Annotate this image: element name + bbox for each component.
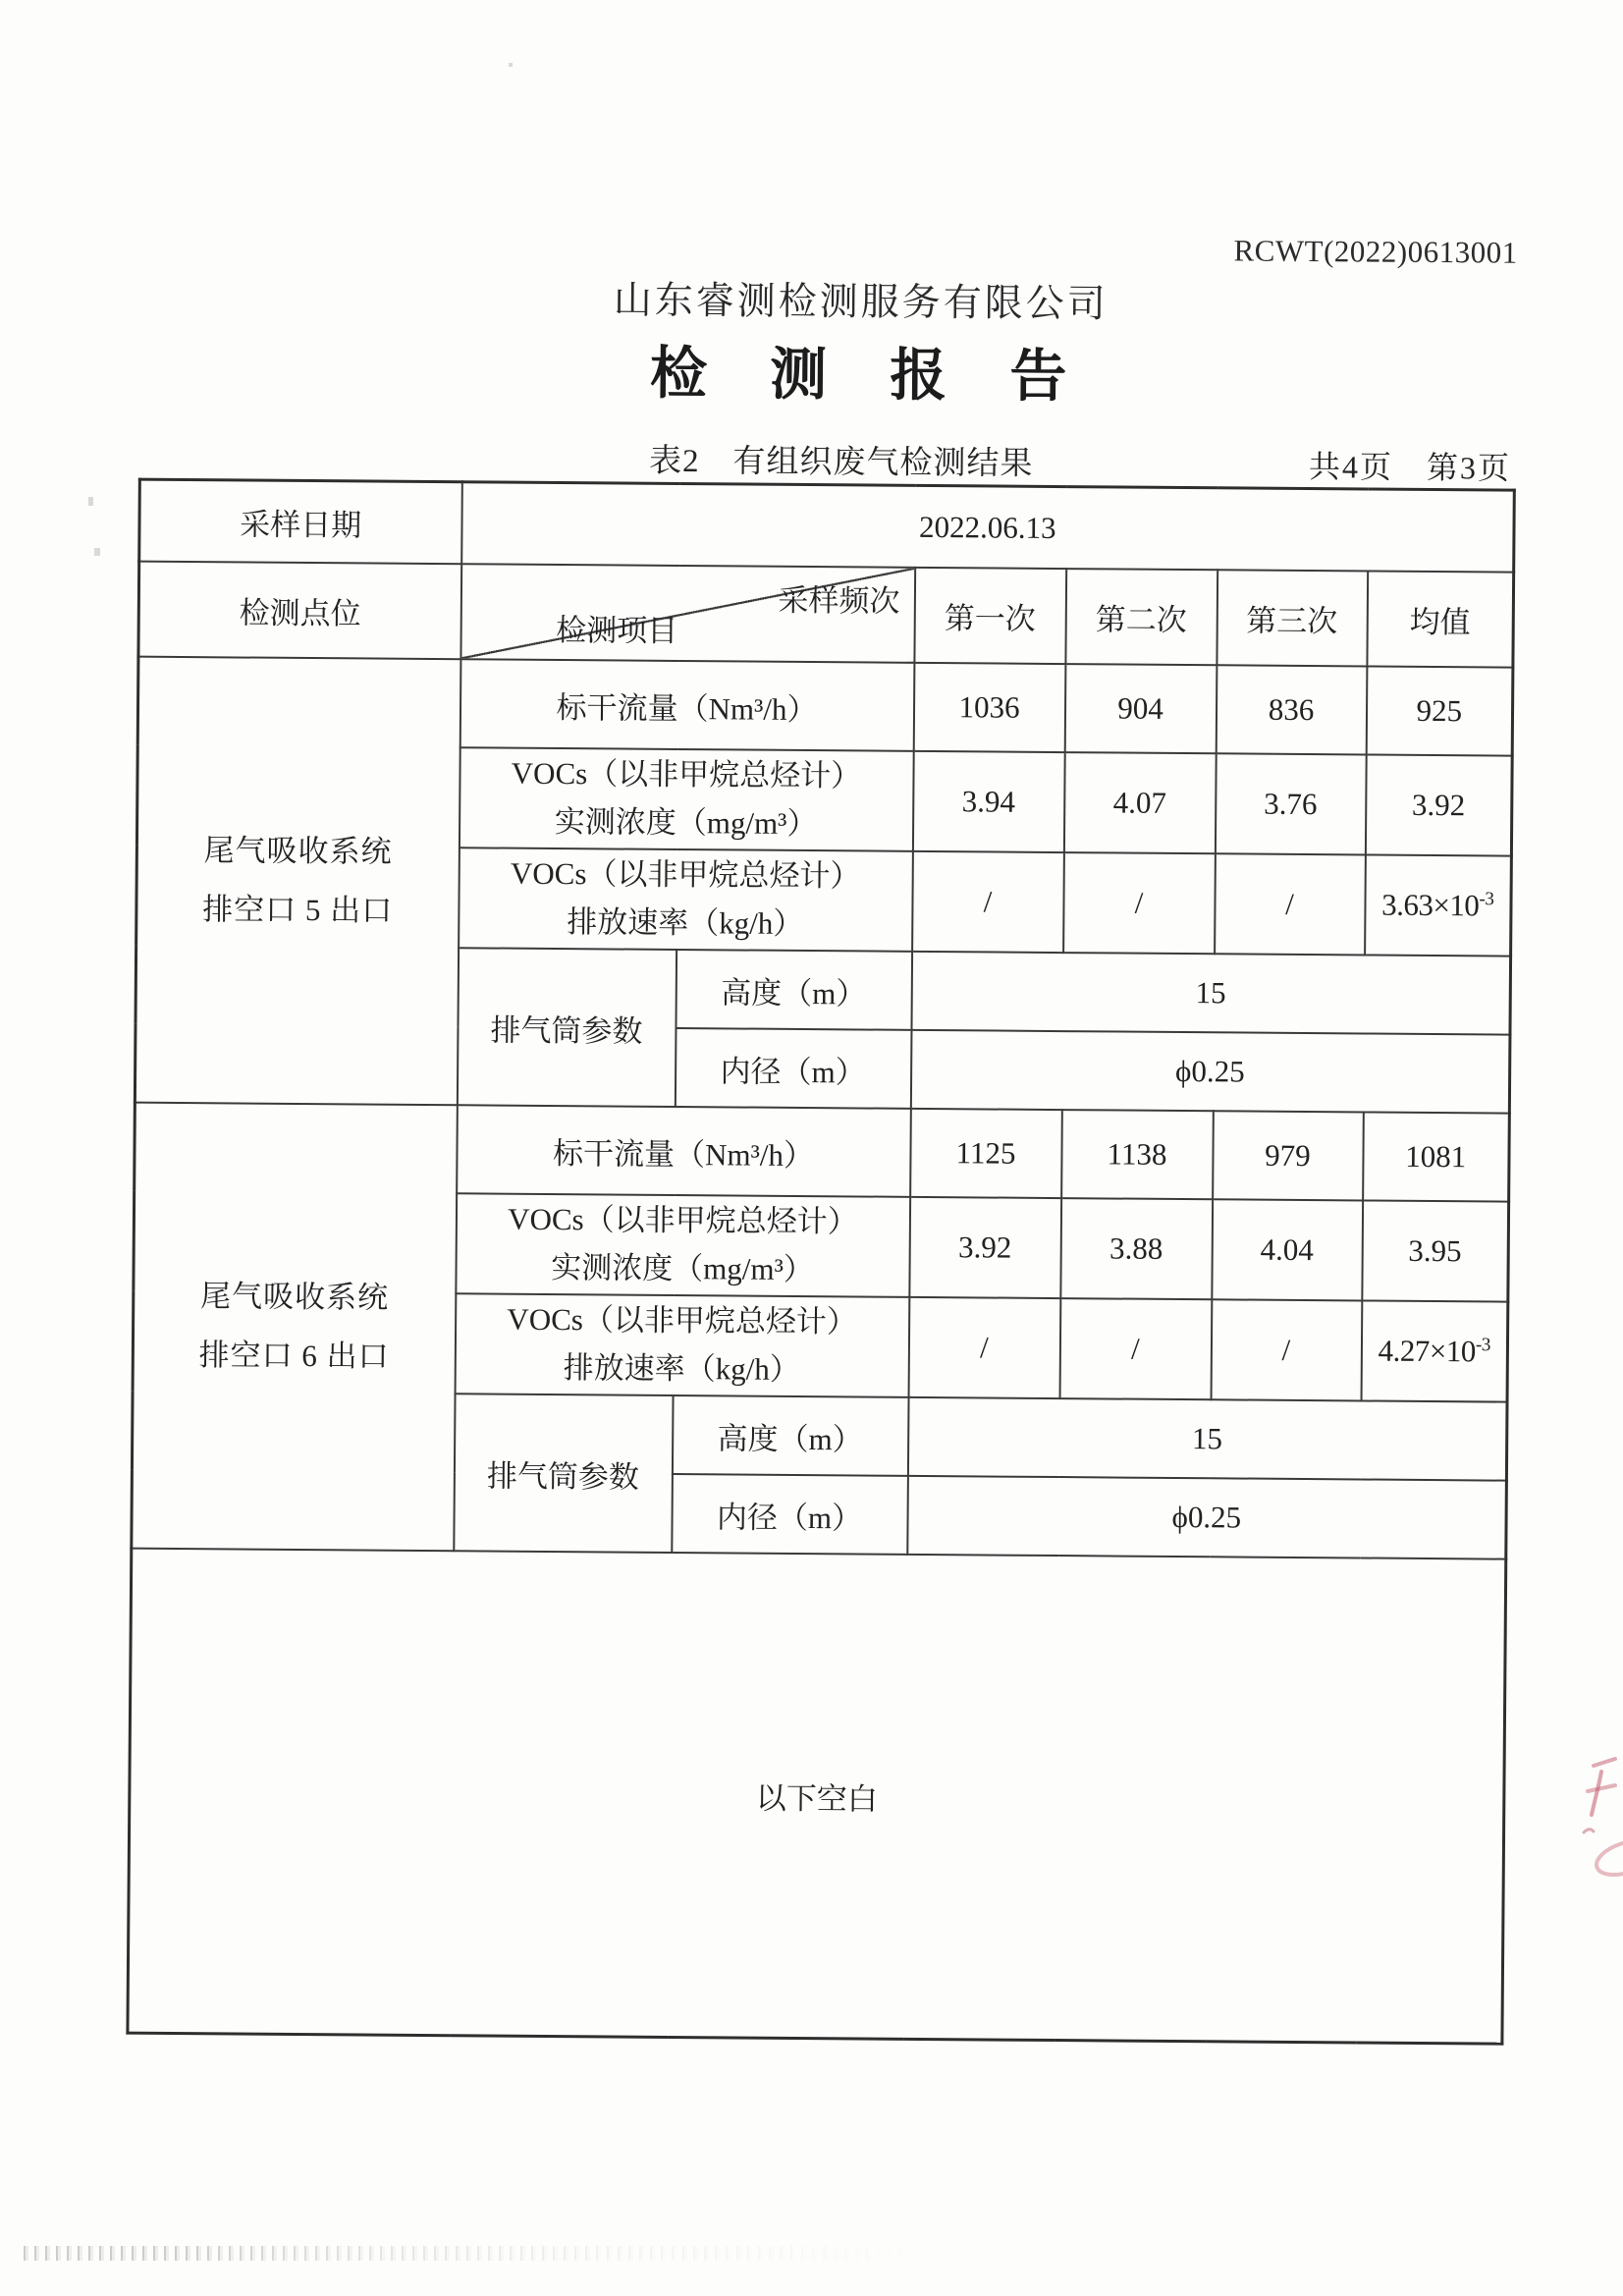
table-header-row (138, 562, 1514, 668)
flow-value: 1138 (1061, 1110, 1214, 1199)
table-row (135, 1103, 1510, 1202)
rate-row-label: VOCs（以非甲烷总烃计） 排放速率（kg/h） (455, 1293, 909, 1397)
sampling-date-row (139, 479, 1515, 572)
stack-params-label: 排气筒参数 (454, 1394, 673, 1553)
pencil-mark (88, 497, 93, 506)
report-title: 检 测 报 告 (649, 341, 1091, 410)
concentration-value: 3.92 (909, 1197, 1061, 1298)
stack-diameter-label: 内径（m） (672, 1474, 908, 1555)
company-name: 山东睿测检测服务有限公司 (613, 279, 1109, 326)
stamp-mark (1554, 1756, 1623, 1884)
concentration-value: 3.95 (1362, 1200, 1509, 1301)
stack-height-label: 高度（m） (676, 950, 912, 1030)
results-table (126, 478, 1515, 2046)
pencil-mark (509, 63, 513, 67)
blank-note-cell: 以下空白 (128, 1549, 1506, 2044)
flow-value: 1125 (910, 1109, 1062, 1198)
stack-diameter-label: 内径（m） (675, 1028, 911, 1109)
table-caption: 表2 有组织废气检测结果 (648, 443, 1034, 482)
point-name-line: 尾气吸收系统 (203, 832, 393, 869)
concentration-value: 3.92 (1365, 754, 1512, 855)
concentration-value: 4.07 (1063, 752, 1216, 853)
page-indicator: 共4页 第3页 (1308, 449, 1512, 486)
sampling-frequency-label: 采样频次 (778, 582, 900, 619)
flow-value: 904 (1064, 664, 1217, 753)
stack-height-value: 15 (907, 1397, 1507, 1481)
flow-value: 836 (1216, 665, 1367, 754)
stack-height-value: 15 (911, 952, 1511, 1035)
stack-diameter-value: ϕ0.25 (907, 1476, 1507, 1559)
document-number: RCWT(2022)0613001 (1233, 233, 1518, 270)
monitoring-point-header: 检测点位 (138, 562, 461, 660)
rate-value: / (908, 1297, 1060, 1398)
average-header: 均值 (1367, 571, 1514, 667)
concentration-row-label: VOCs（以非甲烷总烃计） 实测浓度（mg/m³） (459, 747, 913, 851)
flow-value: 1081 (1363, 1112, 1510, 1201)
rate-average-value: $4.27\times 10^{-3}$ (1361, 1300, 1508, 1401)
run-2-header: 第二次 (1065, 569, 1217, 665)
concentration-value: 4.04 (1212, 1199, 1363, 1300)
rate-value: / (912, 851, 1064, 953)
outlet5-point-cell (135, 657, 460, 1106)
caption-row (138, 431, 1513, 486)
flow-value: 979 (1213, 1111, 1364, 1200)
point-name-line: 排空口 6 出口 (198, 1338, 390, 1374)
flow-row-label: 标干流量（Nm³/h） (457, 1105, 911, 1197)
stack-height-label: 高度（m） (672, 1395, 908, 1476)
rate-value: / (1215, 853, 1366, 955)
diagonal-header-cell (460, 564, 915, 663)
flow-row-label: 标干流量（Nm³/h） (460, 659, 914, 751)
flow-value: 1036 (913, 663, 1065, 752)
sampling-date-value: 2022.06.13 (461, 482, 1515, 573)
rate-value: / (1059, 1298, 1212, 1399)
outlet6-point-cell (132, 1103, 458, 1552)
run-3-header: 第三次 (1217, 570, 1368, 666)
point-name-line: 尾气吸收系统 (199, 1278, 390, 1315)
blank-footer-row (128, 1549, 1506, 2044)
rate-value: / (1063, 852, 1216, 954)
pencil-mark (94, 548, 100, 556)
flow-value: 925 (1366, 666, 1513, 755)
stack-diameter-value: ϕ0.25 (910, 1030, 1510, 1114)
concentration-row-label: VOCs（以非甲烷总烃计） 实测浓度（mg/m³） (456, 1193, 910, 1297)
concentration-value: 3.76 (1215, 753, 1366, 854)
concentration-value: 3.88 (1060, 1198, 1213, 1299)
run-1-header: 第一次 (914, 568, 1066, 664)
concentration-value: 3.94 (912, 751, 1064, 852)
rate-value: / (1211, 1299, 1362, 1400)
table-row (137, 657, 1513, 756)
point-name-line: 排空口 5 出口 (202, 892, 394, 928)
rate-average-value: $3.63\times 10^{-3}$ (1365, 854, 1512, 956)
sampling-date-label: 采样日期 (139, 479, 462, 564)
test-item-label: 检测项目 (556, 613, 678, 648)
stack-params-label: 排气筒参数 (457, 948, 676, 1107)
scan-edge-noise (24, 2246, 966, 2261)
rate-row-label: VOCs（以非甲烷总烃计） 排放速率（kg/h） (459, 847, 913, 952)
